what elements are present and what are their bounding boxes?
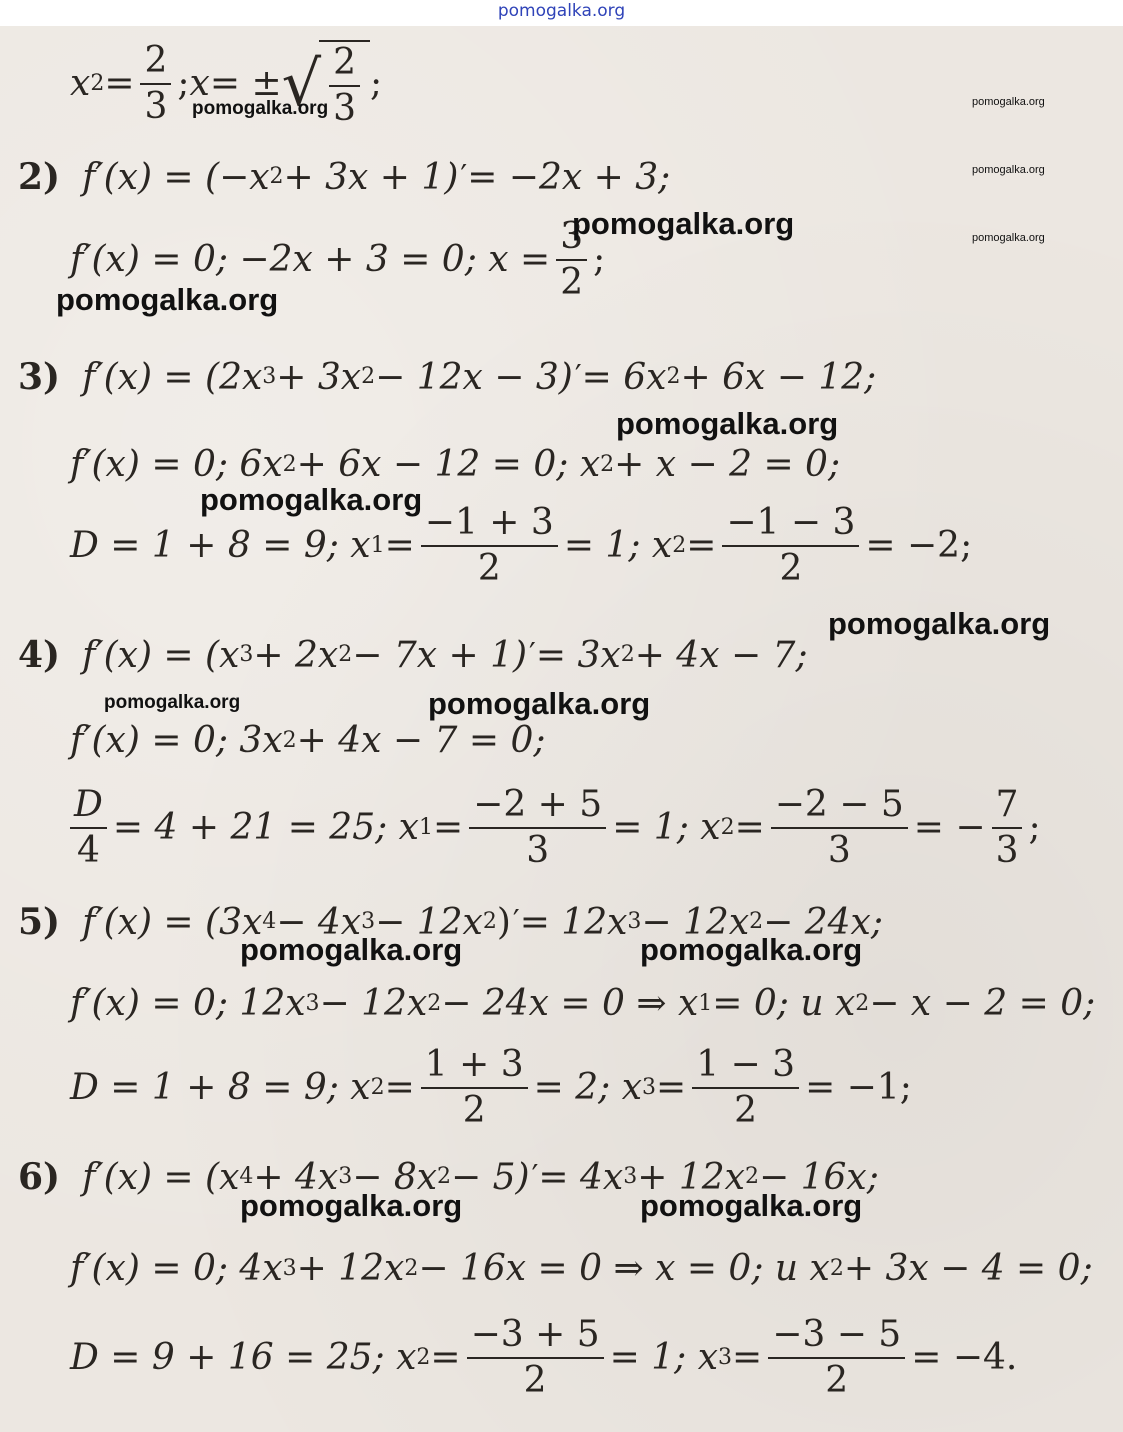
watermark: pomogalka.org <box>572 206 795 241</box>
math-text: − 7x + 1) <box>352 634 528 676</box>
denominator: 2 <box>462 1089 486 1131</box>
math-text: f′(x) = (2x <box>82 356 263 398</box>
equation-line-10: 5) f′(x) = (3x 4 − 4x 3 − 12x 2 ) ′ = 12x 3 − 12x 2 − 24x; <box>18 901 883 943</box>
numerator: −1 − 3 <box>726 502 856 543</box>
math-text: f′(x) = (3x <box>82 901 263 943</box>
numerator: 3 <box>560 216 584 257</box>
math-text: D = 1 + 8 = 9; x <box>70 1067 371 1109</box>
watermark: pomogalka.org <box>428 686 651 721</box>
fraction-bar <box>469 827 606 829</box>
math-text: D = 9 + 16 = 25; x <box>70 1337 417 1379</box>
equation-line-4: 3) f′(x) = (2x 3 + 3x 2 − 12x − 3) ′ = 6x 2 + 6x − 12; <box>18 356 877 398</box>
site-link[interactable]: pomogalka.org <box>497 1 626 21</box>
fraction-bar <box>768 1357 905 1359</box>
denominator: 4 <box>76 829 100 871</box>
math-text: ) <box>496 901 511 943</box>
denominator: 3 <box>333 87 357 129</box>
math-text: − 16x; <box>758 1156 879 1198</box>
math-text: − 12x − 3) <box>375 356 573 398</box>
watermark: pomogalka.org <box>616 406 839 441</box>
math-text: = 2; x <box>533 1067 643 1109</box>
math-text: + x − 2 = 0; <box>614 444 841 485</box>
denominator: 3 <box>995 829 1019 871</box>
item-number: 3) <box>18 356 61 398</box>
math-text: ; <box>1028 807 1041 849</box>
math-text: = <box>732 1337 763 1379</box>
math-text: = 1; x <box>609 1337 719 1379</box>
equation-line-7: 4) f′(x) = (x 3 + 2x 2 − 7x + 1) ′ = 3x 2 + 4x − 7; <box>18 634 808 676</box>
math-text: + 6x − 12; <box>680 356 877 398</box>
radical-sign: √ <box>281 46 322 120</box>
math-text: = <box>104 63 135 105</box>
math-text: − x − 2 = 0; <box>869 983 1096 1024</box>
math-text: f′(x) = (x <box>82 634 240 676</box>
numerator: −2 − 5 <box>774 784 904 825</box>
math-text: − 16x = 0 ⇒ x = 0; и x <box>418 1248 830 1289</box>
math-text: = − <box>913 807 986 849</box>
fraction <box>421 1046 528 1130</box>
denominator: 2 <box>825 1359 849 1401</box>
math-text: = <box>432 807 464 849</box>
item-number: 4) <box>18 634 61 676</box>
math-text: = <box>656 1067 687 1109</box>
math-text: − 5) <box>451 1156 530 1198</box>
equation-line-1: x 2 = $\frac{2}{3}$ ; x = ± √ $\frac{2}{3}$ ; <box>70 40 383 129</box>
math-text: ; <box>177 63 190 105</box>
equation-line-9: $\frac{D}{4}$ = 4 + 21 = 25; x 1 = $\frac{-2 + 5}{3}$ = 1; x 2 = $\frac{-2 - 5}{3}$ = − $\frac{7}{3}$ ; <box>70 786 1041 870</box>
numerator: 1 + 3 <box>424 1044 524 1085</box>
numerator: 1 − 3 <box>696 1044 796 1085</box>
numerator: 7 <box>995 784 1019 825</box>
fraction <box>692 1046 799 1130</box>
item-number: 5) <box>18 901 61 943</box>
math-text: = −1; <box>805 1067 912 1109</box>
math-text: x <box>70 63 91 105</box>
math-text: = 1; x <box>563 525 673 567</box>
numerator: −3 + 5 <box>470 1314 600 1355</box>
math-text: − 12x <box>375 901 483 943</box>
math-text: + 3x <box>276 356 362 398</box>
fraction-bar <box>70 827 107 829</box>
fraction-bar <box>722 545 859 547</box>
item-number: 2) <box>18 156 61 198</box>
fraction-bar <box>467 1357 604 1359</box>
math-text: D = 1 + 8 = 9; x <box>70 525 371 567</box>
denominator: 2 <box>560 261 584 303</box>
math-text: − 24x = 0 ⇒ x <box>441 983 699 1024</box>
math-text: = 4 + 21 = 25; x <box>112 807 419 849</box>
equation-line-6: D = 1 + 8 = 9; x 1 = $\frac{-1 + 3}{2}$ = 1; x 2 = $\frac{-1 - 3}{2}$ = −2; <box>70 502 973 589</box>
equation-line-11: f′(x) = 0; 12x 3 − 12x 2 − 24x = 0 ⇒ x 1 = 0; и x 2 − x − 2 = 0; <box>70 983 1096 1024</box>
math-text: − 24x; <box>763 901 883 943</box>
fraction <box>70 786 107 870</box>
math-text: ; <box>593 239 606 281</box>
math-text: = −2; <box>865 525 973 567</box>
denominator: 3 <box>827 829 851 871</box>
math-text: f′(x) = 0; 12x <box>70 983 306 1024</box>
math-text: + 4x − 7; <box>634 634 808 676</box>
denominator: 3 <box>144 85 168 127</box>
math-text: = <box>384 525 415 567</box>
watermark: pomogalka.org <box>56 282 279 317</box>
watermark: pomogalka.org <box>240 932 463 967</box>
equation-line-12: D = 1 + 8 = 9; x 2 = $\frac{1 + 3}{2}$ = 2; x 3 = $\frac{1 - 3}{2}$ = −1; <box>70 1044 912 1131</box>
watermark: pomogalka.org <box>200 482 423 517</box>
math-text: = 0; и x <box>712 983 856 1024</box>
math-text: f′(x) = (−x <box>82 156 270 198</box>
math-text: x <box>189 63 210 105</box>
math-text: = 6x <box>581 356 667 398</box>
watermark: pomogalka.org <box>828 606 1051 641</box>
numerator: 2 <box>144 40 168 81</box>
fraction <box>992 786 1023 870</box>
fraction <box>421 504 558 588</box>
numerator: −1 + 3 <box>424 502 554 543</box>
math-text: + 4x <box>253 1156 339 1198</box>
math-text: + 3x + 1) <box>283 156 459 198</box>
fraction-bar <box>329 85 360 87</box>
math-text: + 6x − 12 = 0; x <box>296 444 601 485</box>
fraction-bar <box>771 827 908 829</box>
math-text: = −4. <box>911 1337 1018 1379</box>
equation-line-15: D = 9 + 16 = 25; x 2 = $\frac{-3 + 5}{2}$ = 1; x 3 = $\frac{-3 - 5}{2}$ = −4. <box>70 1314 1018 1401</box>
denominator: 2 <box>477 547 501 589</box>
math-text: = 1; x <box>612 807 721 849</box>
watermark: pomogalka.org <box>972 232 1045 244</box>
math-text: f′(x) = 0; 3x <box>70 720 283 761</box>
math-text: = 3x <box>535 634 621 676</box>
denominator: 2 <box>734 1089 758 1131</box>
math-text: − 8x <box>352 1156 438 1198</box>
fraction <box>771 786 908 870</box>
denominator: 2 <box>779 547 803 589</box>
math-text: − 4x <box>276 901 362 943</box>
math-text: = ± <box>209 63 282 105</box>
watermark: pomogalka.org <box>640 932 863 967</box>
item-number: 6) <box>18 1156 61 1198</box>
watermark: pomogalka.org <box>240 1188 463 1223</box>
fraction <box>467 1316 604 1400</box>
math-text: = <box>734 807 765 849</box>
math-text: f′(x) = 0; 4x <box>70 1248 283 1289</box>
math-text: = −2x + 3; <box>467 156 671 198</box>
fraction <box>768 1316 905 1400</box>
denominator: 2 <box>523 1359 547 1401</box>
fraction <box>469 786 606 870</box>
math-text: = <box>430 1337 461 1379</box>
watermark: pomogalka.org <box>972 164 1045 176</box>
numerator: 2 <box>333 42 357 83</box>
equation-line-5: f′(x) = 0; 6x 2 + 6x − 12 = 0; x 2 + x − 2 = 0; <box>70 444 841 485</box>
fraction-bar <box>992 827 1023 829</box>
fraction-bar <box>556 259 587 261</box>
math-text: = <box>384 1067 415 1109</box>
math-text: f′(x) = 0; 6x <box>70 444 283 485</box>
numerator: −2 + 5 <box>473 784 603 825</box>
equation-line-14: f′(x) = 0; 4x 3 + 12x 2 − 16x = 0 ⇒ x = 0; и x 2 + 3x − 4 = 0; <box>70 1248 1093 1289</box>
watermark: pomogalka.org <box>640 1188 863 1223</box>
math-text: + 12x <box>637 1156 745 1198</box>
math-text: f′(x) = 0; −2x + 3 = 0; x = <box>70 239 551 281</box>
fraction-bar <box>692 1087 799 1089</box>
fraction-bar <box>140 83 171 85</box>
math-text: f′(x) = (x <box>82 1156 240 1198</box>
math-text: + 3x − 4 = 0; <box>843 1248 1093 1289</box>
equation-line-13: 6) f′(x) = (x 4 + 4x 3 − 8x 2 − 5) ′ = 4x 3 + 12x 2 − 16x; <box>18 1156 879 1198</box>
fraction <box>140 42 171 126</box>
math-text: − 12x <box>641 901 750 943</box>
watermark: pomogalka.org <box>104 692 241 713</box>
math-text: + 2x <box>253 634 339 676</box>
fraction-bar <box>421 545 558 547</box>
watermark: pomogalka.org <box>972 96 1045 108</box>
math-text: − 12x <box>319 983 428 1024</box>
numerator: −3 − 5 <box>772 1314 902 1355</box>
textbook-page <box>0 26 1123 1432</box>
numerator: D <box>74 784 103 825</box>
fraction-bar <box>421 1087 528 1089</box>
denominator: 3 <box>526 829 550 871</box>
math-text: = 12x <box>519 901 628 943</box>
fraction <box>329 44 360 128</box>
math-text: = <box>686 525 717 567</box>
math-text: = 4x <box>538 1156 624 1198</box>
equation-line-8: f′(x) = 0; 3x 2 + 4x − 7 = 0; <box>70 720 546 761</box>
math-text: ; <box>370 63 383 105</box>
fraction <box>722 504 859 588</box>
math-text: + 4x − 7 = 0; <box>296 720 546 761</box>
math-text: + 12x <box>296 1248 405 1289</box>
watermark: pomogalka.org <box>192 98 329 119</box>
equation-line-2: 2) f′(x) = (−x 2 + 3x + 1) ′ = −2x + 3; <box>18 156 671 198</box>
